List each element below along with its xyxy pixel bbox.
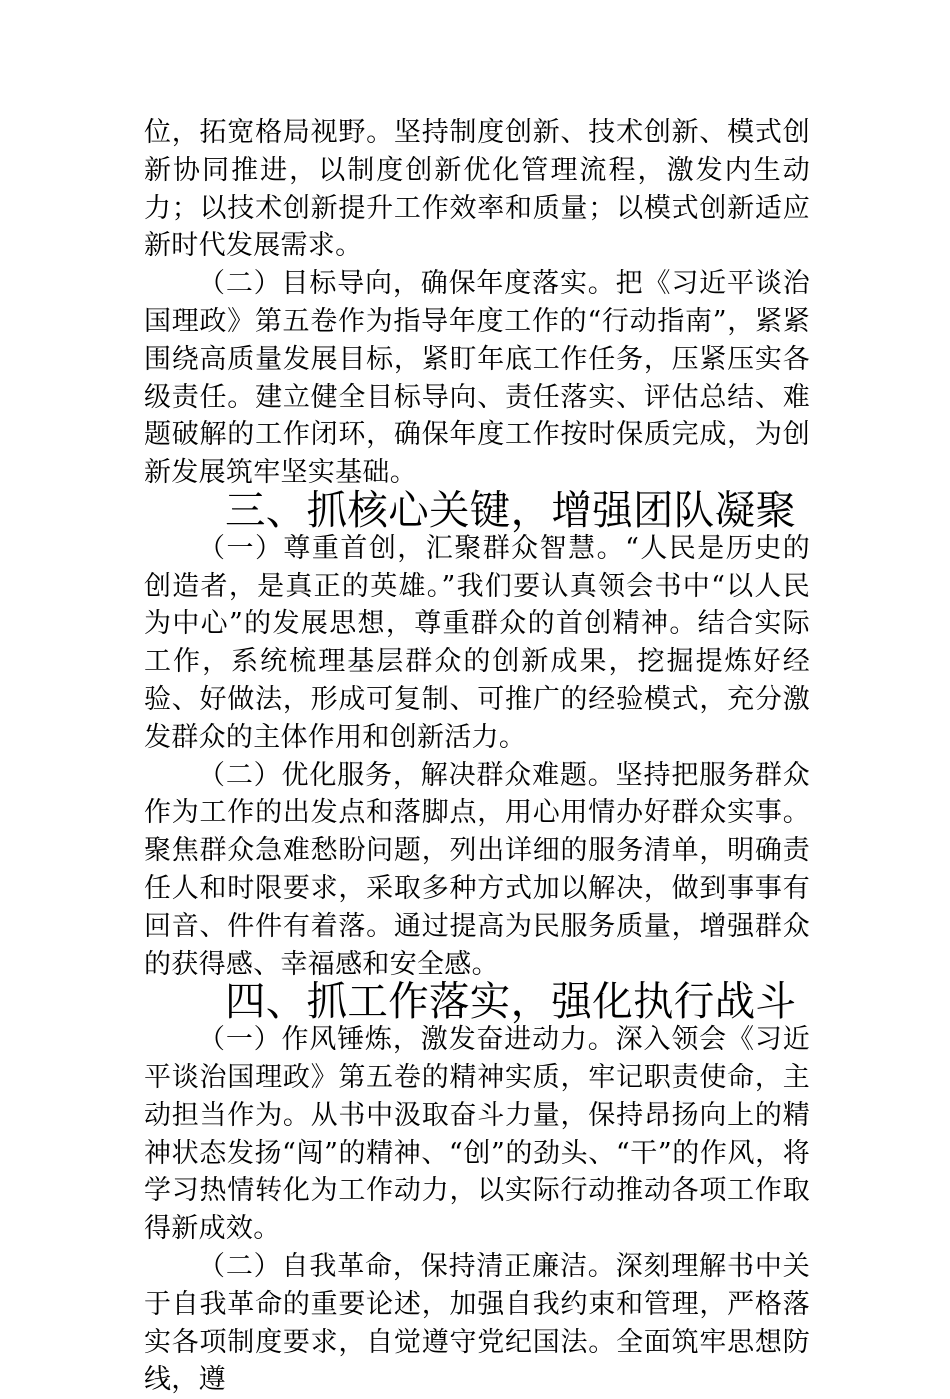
section-heading-4: 四、抓工作落实，强化执行战斗 xyxy=(225,977,797,1026)
paragraph-respect-initiative: （一）尊重首创，汇聚群众智慧。“人民是历史的创造者，是真正的英雄。”我们要认真领会书中“以人民为中心”的发展思想，尊重群众的首创精神。结合实际工作，系统梳理基层群众的创新成果，挖掘提炼好经验、好做法，形成可复制、可推广的经验模式，充分激发群众的主体作用和创新活力。 xyxy=(144,532,810,753)
paragraph-optimize-service: （二）优化服务，解决群众难题。坚持把服务群众作为工作的出发点和落脚点，用心用情办好群众实事。聚焦群众急难愁盼问题，列出详细的服务清单，明确责任人和时限要求，采取多种方式加以解决，做到事事有回音、件件有着落。通过提高为民服务质量，增强群众的获得感、幸福感和安全感。 xyxy=(144,759,810,980)
paragraph-self-revolution: （二）自我革命，保持清正廉洁。深刻理解书中关于自我革命的重要论述，加强自我约束和管理，严格落实各项制度要求，自觉遵守党纪国法。全面筑牢思想防线，遵 xyxy=(144,1250,810,1396)
section-heading-3: 三、抓核心关键，增强团队凝聚 xyxy=(225,485,797,534)
paragraph-goal-orientation: （二）目标导向，确保年度落实。把《习近平谈治国理政》第五卷作为指导年度工作的“行动指南”，紧紧围绕高质量发展目标，紧盯年底工作任务，压紧压实各级责任。建立健全目标导向、责任落实、评估总结、难题破解的工作闭环，确保年度工作按时保质完成，为创新发展筑牢坚实基础。 xyxy=(144,268,810,489)
paragraph-work-style: （一）作风锤炼，激发奋进动力。深入领会《习近平谈治国理政》第五卷的精神实质，牢记职责使命，主动担当作为。从书中汲取奋斗力量，保持昂扬向上的精神状态发扬“闯”的精神、“创”的劲头、“干”的作风，将学习热情转化为工作动力，以实际行动推动各项工作取得新成效。 xyxy=(144,1024,810,1245)
paragraph-continuation: 位，拓宽格局视野。坚持制度创新、技术创新、模式创新协同推进，以制度创新优化管理流程，激发内生动力；以技术创新提升工作效率和质量；以模式创新适应新时代发展需求。 xyxy=(144,117,810,262)
document-page xyxy=(144,114,810,1399)
